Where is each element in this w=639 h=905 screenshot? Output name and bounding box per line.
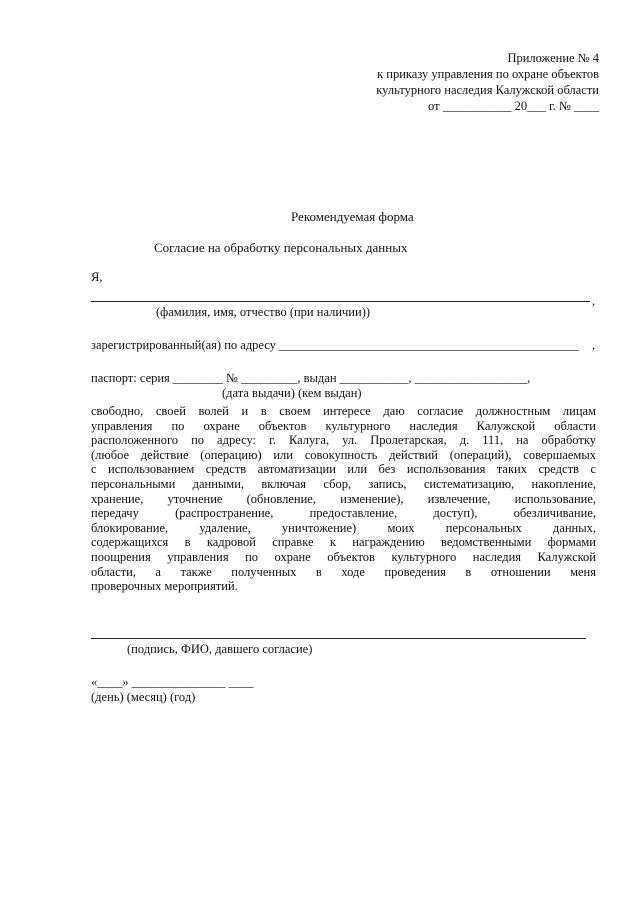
form-label: Рекомендуемая форма (291, 209, 414, 224)
order-date-number: от ___________ 20___ г. № ____ (428, 99, 599, 113)
consent-paragraph (91, 404, 596, 594)
address-comma: , (592, 338, 596, 352)
consent-line: проверочных мероприятий. (91, 579, 238, 594)
date-captions: (день) (месяц) (год) (91, 690, 196, 704)
fio-comma: , (592, 294, 596, 308)
signature-line (91, 638, 586, 639)
fio-caption: (фамилия, имя, отчество (при наличии)) (156, 305, 371, 319)
order-reference: к приказу управления по охране объектов (377, 67, 599, 81)
consent-line: блокирование, удаление, уничтожение) моих персональных данных, (91, 520, 596, 535)
document-title: Согласие на обработку персональных данных (154, 240, 408, 255)
consent-line: расположенного по адресу: г. Калуга, ул. Пролетарская, д. 111, на обработку (91, 433, 596, 448)
consent-line: управления по охране объектов культурного наследия Калужской области (91, 418, 596, 433)
passport-line: паспорт: серия ________ № _________, выдан ___________, __________________, (91, 371, 531, 385)
order-authority: культурного наследия Калужской области (376, 83, 599, 97)
date-line: «____» _______________ ____ (91, 675, 254, 689)
consent-line: с использованием средств автоматизации или без использования таких средств с (91, 462, 596, 477)
signature-caption: (подпись, ФИО, давшего согласие) (127, 642, 313, 656)
consent-line: поощрения управления по охране объектов культурного наследия Калужской (91, 549, 596, 564)
appendix-number: Приложение № 4 (507, 51, 599, 65)
consent-line: хранение, уточнение (обновление, изменение), извлечение, использование, (91, 491, 596, 506)
fio-line (91, 301, 590, 302)
consent-line: персональными данными, включая сбор, запись, систематизацию, накопление, (91, 476, 596, 491)
passport-captions: (дата выдачи) (кем выдан) (222, 386, 362, 400)
consent-line: передачу (распространение, предоставление, доступ), обезличивание, (91, 506, 596, 521)
ya-label: Я, (91, 270, 103, 284)
consent-line: содержащихся в кадровой справке к награждению ведомственными формами (91, 535, 596, 550)
address-line: зарегистрированный(ая) по адресу ________________________________________________ (91, 338, 580, 352)
consent-line: области, а также полученных в ходе проведения в отношении меня (91, 564, 596, 579)
consent-line: свободно, своей волей и в своем интересе даю согласие должностным лицам (91, 404, 596, 418)
consent-line: (любое действие (операцию) или совокупность действий (операций), совершаемых (91, 447, 596, 462)
